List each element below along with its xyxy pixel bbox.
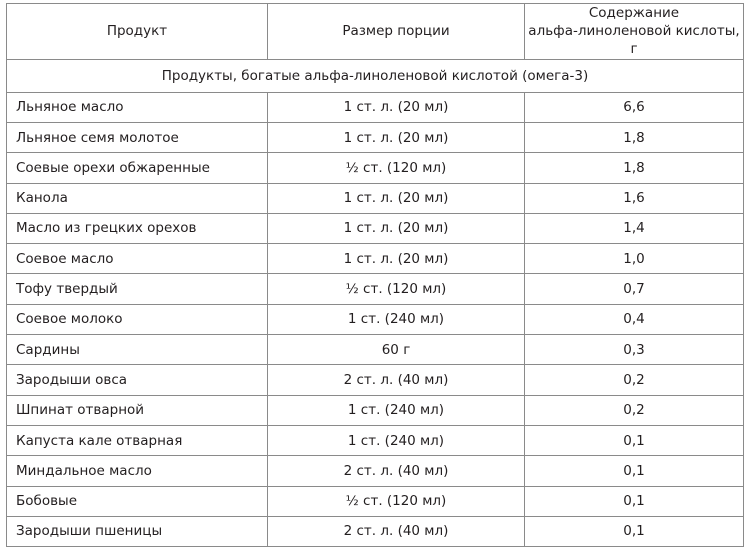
value-cell: 0,2 [525, 365, 744, 395]
product-cell: Бобовые [7, 486, 268, 516]
value-cell: 1,6 [525, 183, 744, 213]
product-cell: Сардины [7, 335, 268, 365]
table-row [7, 153, 744, 183]
value-cell: 0,1 [525, 486, 744, 516]
value-cell: 0,7 [525, 274, 744, 304]
table-row [7, 335, 744, 365]
product-cell: Тофу твердый [7, 274, 268, 304]
table-row [7, 395, 744, 425]
table-row [7, 183, 744, 213]
portion-cell: 1 ст. (240 мл) [268, 304, 525, 334]
value-cell: 0,3 [525, 335, 744, 365]
portion-cell: 2 ст. л. (40 мл) [268, 365, 525, 395]
table-row [7, 213, 744, 243]
value-cell: 0,1 [525, 456, 744, 486]
table-row [7, 92, 744, 122]
product-cell: Канола [7, 183, 268, 213]
table-row [7, 486, 744, 516]
table-row [7, 456, 744, 486]
product-cell: Соевые орехи обжаренные [7, 153, 268, 183]
portion-cell: 1 ст. л. (20 мл) [268, 183, 525, 213]
value-cell: 0,1 [525, 425, 744, 455]
product-cell: Зародыши пшеницы [7, 516, 268, 546]
header-content-line2: альфа-линоленовой кислоты, г [528, 23, 740, 58]
table-row [7, 425, 744, 455]
product-cell: Шпинат отварной [7, 395, 268, 425]
table-row [7, 516, 744, 546]
header-content [525, 4, 744, 60]
portion-cell: 2 ст. л. (40 мл) [268, 516, 525, 546]
portion-cell: 1 ст. л. (20 мл) [268, 244, 525, 274]
product-cell: Соевое молоко [7, 304, 268, 334]
portion-cell: 2 ст. л. (40 мл) [268, 456, 525, 486]
portion-cell: 1 ст. л. (20 мл) [268, 213, 525, 243]
value-cell: 6,6 [525, 92, 744, 122]
value-cell: 1,0 [525, 244, 744, 274]
value-cell: 1,4 [525, 213, 744, 243]
product-cell: Льняное масло [7, 92, 268, 122]
header-portion: Размер порции [268, 4, 525, 60]
table-row [7, 122, 744, 152]
product-cell: Миндальное масло [7, 456, 268, 486]
value-cell: 1,8 [525, 153, 744, 183]
value-cell: 1,8 [525, 122, 744, 152]
portion-cell: 1 ст. л. (20 мл) [268, 122, 525, 152]
header-row [7, 4, 744, 60]
portion-cell: ½ ст. (120 мл) [268, 274, 525, 304]
value-cell: 0,1 [525, 516, 744, 546]
portion-cell: 1 ст. (240 мл) [268, 395, 525, 425]
group-title: Продукты, богатые альфа-линоленовой кислотой (омега-3) [7, 59, 744, 92]
table-row [7, 365, 744, 395]
table-row [7, 274, 744, 304]
value-cell: 0,2 [525, 395, 744, 425]
group-row [7, 59, 744, 92]
table-body [7, 59, 744, 546]
product-cell: Зародыши овса [7, 365, 268, 395]
portion-cell: ½ ст. (120 мл) [268, 486, 525, 516]
header-product: Продукт [7, 4, 268, 60]
table-row [7, 244, 744, 274]
portion-cell: 1 ст. (240 мл) [268, 425, 525, 455]
header-content-line1: Содержание [588, 5, 680, 21]
table-row [7, 304, 744, 334]
omega3-content-table [6, 3, 744, 547]
portion-cell: ½ ст. (120 мл) [268, 153, 525, 183]
portion-cell: 1 ст. л. (20 мл) [268, 92, 525, 122]
product-cell: Капуста кале отварная [7, 425, 268, 455]
value-cell: 0,4 [525, 304, 744, 334]
product-cell: Льняное семя молотое [7, 122, 268, 152]
product-cell: Соевое масло [7, 244, 268, 274]
portion-cell: 60 г [268, 335, 525, 365]
product-cell: Масло из грецких орехов [7, 213, 268, 243]
